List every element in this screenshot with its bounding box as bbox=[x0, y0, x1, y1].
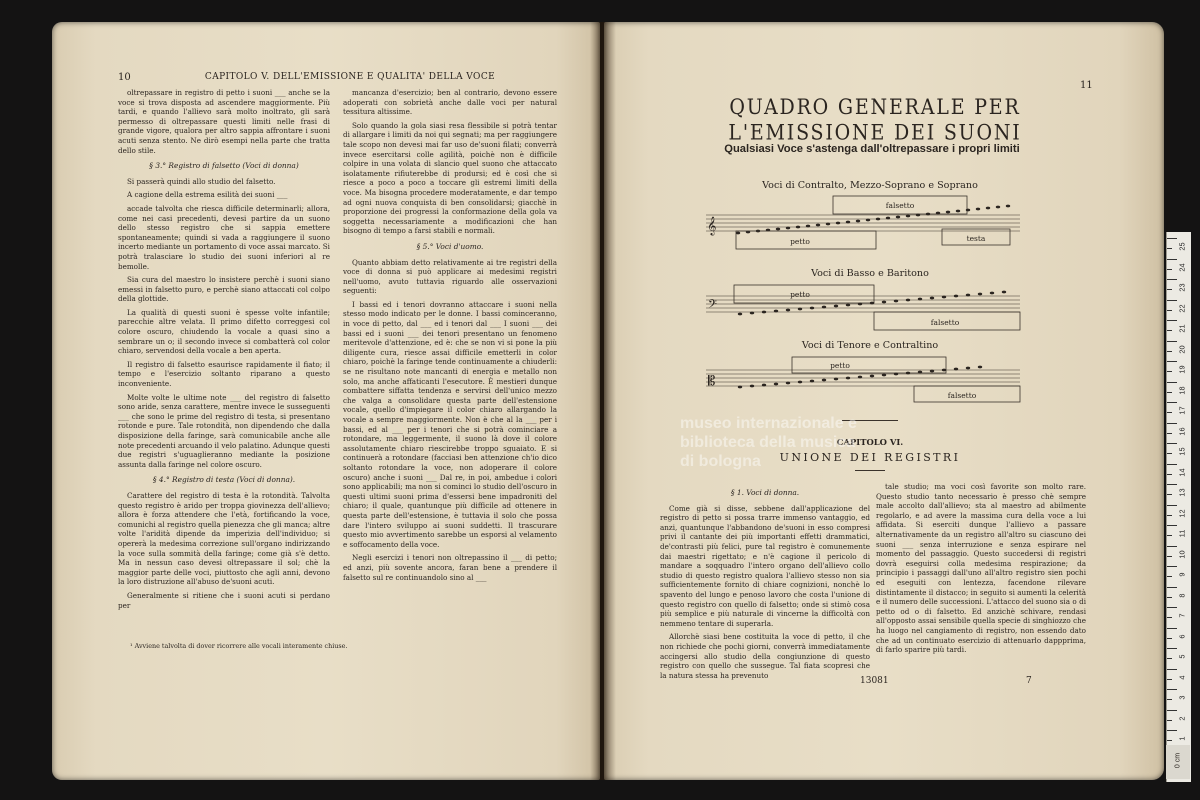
ruler-tick bbox=[1167, 433, 1172, 434]
ruler-tick bbox=[1167, 382, 1177, 383]
ruler-tick bbox=[1167, 371, 1172, 372]
ruler-tick bbox=[1167, 628, 1177, 629]
paragraph: mancanza d'esercizio; ben al contrario, devono essere adoperati con sobrietà anche dalle voci per natural tessitura altissime. bbox=[343, 88, 557, 117]
ruler-number: 2 bbox=[1177, 715, 1187, 721]
ruler-tick bbox=[1167, 607, 1177, 608]
paragraph: Quanto abbiam detto relativamente ai tre registri della voce di donna si può applicare ai medesimi registri nell'uomo, avuto tuttavia riguardo alle osservazioni seguenti: bbox=[343, 257, 557, 296]
ruler-number: 13 bbox=[1177, 488, 1187, 497]
ruler-tick bbox=[1167, 289, 1172, 290]
register-label: falsetto bbox=[885, 201, 915, 210]
register-label: petto bbox=[830, 361, 850, 370]
ruler-tick bbox=[1167, 392, 1172, 393]
right-column-2 bbox=[876, 482, 1086, 657]
ruler-tick bbox=[1167, 617, 1172, 618]
staff-lines bbox=[706, 296, 1020, 312]
paragraph: Generalmente si ritiene che i suoni acuti si perdano per bbox=[118, 590, 330, 610]
ruler-number: 14 bbox=[1177, 467, 1187, 477]
ruler-number: 6 bbox=[1177, 633, 1187, 639]
ruler-tick bbox=[1167, 720, 1172, 721]
paragraph: Si passerà quindi allo studio del falsetto. bbox=[127, 176, 276, 186]
ruler-tick bbox=[1167, 587, 1177, 588]
ruler-tick bbox=[1167, 556, 1172, 557]
paragraph: A cagione della estrema esilità dei suoni ___ bbox=[127, 190, 288, 200]
book-gutter bbox=[590, 22, 616, 780]
chapter-title: UNIONE DEI REGISTRI bbox=[779, 451, 961, 464]
plate-subtitle: Qualsiasi Voce s'astenga dall'oltrepassare i propri limiti bbox=[724, 143, 1020, 155]
ruler-tick bbox=[1167, 474, 1172, 475]
chapter-number: CAPITOLO VI. bbox=[836, 437, 904, 447]
register-label: falsetto bbox=[947, 391, 977, 400]
section-heading: § 5.° Voci d'uomo. bbox=[416, 241, 484, 251]
ruler-tick bbox=[1167, 259, 1177, 260]
signature-mark: 7 bbox=[1026, 676, 1032, 686]
ruler-tick bbox=[1167, 689, 1177, 690]
range-diagram-women bbox=[700, 193, 1030, 255]
paragraph: Molte volte le ultime note ___ del registro di falsetto sono aride, senza carattere, mentre invece le susseguenti ___ che sono le prime del registro di testa, si presentano rotonde e pure. Tale rotondità, non dipendendo che dalla disposizione della faringe, sarà comunicabile anche alle note precedenti arcuando il velo palatino. Adunque questi due registri s'uguaglieranno mediante la posizione assunta dalla faringe nel colore oscuro. bbox=[118, 392, 330, 469]
ruler-tick bbox=[1167, 699, 1172, 700]
ruler-tick bbox=[1167, 300, 1177, 301]
ruler-tick bbox=[1167, 351, 1172, 352]
petto-bracket bbox=[792, 357, 946, 373]
paragraph: Negli esercizi i tenori non oltrepassino il ___ di petto; ed anzi, più sovente ancora, faran bene a prendere il falsetto sul re continuandolo sino al ___ bbox=[343, 553, 557, 582]
ruler-number: 22 bbox=[1177, 303, 1187, 313]
voice-range-label: Voci di Contralto, Mezzo-Soprano e Soprano bbox=[762, 180, 978, 191]
paragraph: tale studio; ma voci così favorite son molto rare. Questo studio tanto necessario è presso chè sempre male accolto dall'allievo; sta al maestro ad abilmente regolarlo, e ad avere la massima cura della voce a lui affidata. Si eserciti dunque l'allievo a passare alternativamente da un registro all'altro su ciascuno dei suoni ___ senza interruzione e senza espirare nel momento del passaggio. Questo succedersi di registri dovrà eseguirsi colla medesima respirazione; da principio i passaggi dall'uno all'altro registro sien pochi ed eseguiti con lentezza, facendone rilevare distintamente il distacco; in seguito si aumenti la celerità e il numero delle successioni. L'attacco del suono sia o di petto od o di falsetto. Ed anzichè schivare, rendasi all'opposto assai sensibile quella specie di singhiozzo che ha luogo nel cangiamento di registro, non essendo dato che ad un continuato esercizio di attenuarlo dappprima, di farlo sparire più tardi. bbox=[876, 482, 1086, 655]
ruler-tick bbox=[1167, 505, 1177, 506]
paragraph: I bassi ed i tenori dovranno attaccare i suoni nella stesso modo indicato per le donne. I bassi cominceranno, in voce di petto, dal ___ ed i tenori dal ___ I suoni ___ dei bassi ed i suoni ___ dei tenori presentano un fenomeno meritevole d'attenzione, ed è: che se non vi si pone la più diligente cura, riesce assai difficile emetterli in color chiaro, poichè la faringe tende continuamente a chiuderli: se ne risultano note mancanti di energia e metallo non solo, ma anche affaticanti l'esecutore. È mestieri dunque combattere siffatta tendenza e servirsi dell'unico mezzo che valga a consolidare questa parte dell'estensione vocale, quello d'impiegare il color chiaro allargando la vocale a sempre maggiormente. Non è che al la ___ per i bassi, ed al ___ per i tenori che si potrà cominciare a rotondare, ma leggermente, il suono là dove il colore assolutamente chiaro riescirebbe troppo sguaiato. E si continuerà a rotondare (facciasi ben attenzione ch'io dico soltanto rotondare la voce, non adoperare il colore oscuro) anche i suoni ___ Dal re, in poi, ambedue i colori sono applicabili; ma non si cominci lo studio dell'oscuro in questi ultimi suoni prima d'essersi bene impadroniti del chiaro; il quale, quantunque più difficile ad ottenere in questa parte dell'estensione, è tuttavia il solo che possa dare l'intero sviluppo ai suoni suddetti. Il trascurare questo mio avvertimento sarebbe un esporsi al velamento e soffocamento della voce. bbox=[343, 299, 557, 549]
ruler-tick bbox=[1167, 238, 1177, 239]
range-diagram-bass bbox=[700, 282, 1030, 340]
ruler-number: 9 bbox=[1177, 572, 1187, 577]
paragraph: oltrepassare in registro di petto i suoni ___ anche se la voce si trova disposta ad ascendere maggiormente. Più tardi, e quando l'allievo sarà molto inoltrato, gli sarà permesso di oltrepassare questi limiti nelle frasi di grande vigore, qualora per altro sappia affrontare i suoni acuti senza stento. Ne dirò esempi nella parte che tratta dello stile. bbox=[118, 88, 330, 155]
ruler-tick bbox=[1167, 679, 1172, 680]
ruler-number: 7 bbox=[1177, 613, 1187, 618]
paragraph: accade talvolta che riesca difficile determinarli; allora, come nei casi precedenti, devesi partire da un suono dello stesso registro che si sappia emettere spontaneamente; quindi si vada a raggiungere il suono incerto mediante un portamento di voce assai marcato. Si potrà tralasciare lo studio dei suoni inferiori al re bemolle. bbox=[118, 203, 330, 271]
ruler-number: 20 bbox=[1177, 344, 1187, 354]
footnote: ¹ Avviene talvolta di dover ricorrere alle vocali interamente chiuse. bbox=[130, 642, 348, 650]
plate-title: QUADRO GENERALE PER L'EMISSIONE DEI SUONI bbox=[728, 94, 1022, 146]
paragraph: Carattere del registro di testa è la rotondità. Talvolta questo registro è arido per troppa giovinezza dell'allievo; allora è forza attendere che l'età, fortificando la voce, comunichi al registro quella pienezza che gli manca; altre volte l'aridità dipende da imperizia dell'individuo; si opererà la medesima correzione sull'organo indirizzando la voce sulla sommità della faringe; come già s'è detto. Ma in nessun caso devesi oltrepassare il sol; chè la maggior parte delle voci, piuttosto che agli anni, devono la loro distruzione all'abuso de'suoni acuti. bbox=[118, 490, 330, 587]
register-label: falsetto bbox=[930, 318, 960, 327]
paragraph: Il registro di falsetto esaurisce rapidamente il fiato; il tempo e l'esercizio soltanto riparano a questo inconveniente. bbox=[118, 359, 330, 389]
ruler-number: 8 bbox=[1177, 592, 1187, 598]
ruler-number: 17 bbox=[1177, 406, 1187, 415]
ruler-tick bbox=[1167, 269, 1172, 270]
ruler-tick bbox=[1167, 740, 1172, 741]
ruler-number: 3 bbox=[1177, 695, 1187, 700]
ruler-tick bbox=[1167, 330, 1172, 331]
paragraph: Come già si disse, sebbene dall'applicazione del registro di petto si possa trarre immenso vantaggio, ed anzi, quantunque l'abbandono de'suoni in esso compresi privi il cantante dei più importanti effetti drammatici, de'contrasti più felici, pure tal registro è comunemente dai maestri rigettato; e n'è cagione il pericolo di mandare a soqquadro l'intero organo dell'allievo collo studio di questo registro qualora l'allievo stesso non sia sufficientemente fornito di chiare cognizioni, nonchè lo spavento del lungo e penoso lavoro che costa l'unione di questo registro con quello di falsetto; onde si stimò cosa più semplice e più naturale di vincerne la difficoltà con nemmeno tentare di superarla. bbox=[660, 503, 870, 628]
left-page-number: 10 bbox=[118, 72, 131, 83]
paragraph: Allorchè siasi bene costituita la voce di petto, il che non richiede che pochi giorni, converrà immediatamente accingersi allo studio della congiunzione di questo registro con quello che sussegue. Tal fiata scopresi che la natura stessa ha prevenuto bbox=[660, 632, 870, 680]
range-diagram-tenor bbox=[700, 354, 1030, 412]
ruler-tick bbox=[1167, 658, 1172, 659]
ruler-tick bbox=[1167, 638, 1172, 639]
ruler-tick bbox=[1167, 576, 1172, 577]
ruler-number: 16 bbox=[1177, 426, 1187, 436]
ruler-tick bbox=[1167, 710, 1177, 711]
right-column-1 bbox=[660, 482, 870, 680]
register-label: petto bbox=[790, 237, 810, 246]
treble-clef-icon: 𝄞 bbox=[707, 216, 717, 235]
left-column-2 bbox=[343, 88, 557, 663]
paragraph: La qualità di questi suoni è spesse volte infantile; parecchie altre velata. Il primo difetto correggesi col colore oscuro, chiudendo la vocale a quasi sino a sembrare un o; il secondo invece si combatterà col color chiaro, servendosi della vocale a ben aperta. bbox=[118, 307, 330, 356]
plate-number: 13081 bbox=[860, 676, 889, 686]
register-label: petto bbox=[790, 290, 810, 299]
ruler-cap bbox=[1166, 745, 1190, 779]
tenor-clef-icon: 𝄡 bbox=[708, 374, 716, 389]
bass-clef-icon: 𝄢 bbox=[708, 298, 718, 314]
ruler-number: 18 bbox=[1177, 385, 1187, 395]
ruler-tick bbox=[1167, 566, 1177, 567]
ruler-tick bbox=[1167, 464, 1177, 465]
ruler-tick bbox=[1167, 484, 1177, 485]
note-heads bbox=[736, 205, 1010, 235]
voice-range-label: Voci di Tenore e Contraltino bbox=[801, 340, 939, 351]
measuring-ruler bbox=[1166, 232, 1191, 782]
ruler-number: 21 bbox=[1177, 324, 1187, 333]
ruler-number: 4 bbox=[1177, 674, 1187, 680]
ruler-tick bbox=[1167, 402, 1177, 403]
ruler-tick bbox=[1167, 248, 1172, 249]
ruler-number: 23 bbox=[1177, 283, 1187, 292]
ruler-number: 24 bbox=[1177, 262, 1187, 272]
running-head: CAPITOLO V. DELL'EMISSIONE E QUALITA' DELLA VOCE bbox=[204, 72, 496, 82]
ruler-number: 11 bbox=[1177, 529, 1187, 538]
ruler-number: 10 bbox=[1177, 549, 1187, 559]
ruler-tick bbox=[1167, 310, 1172, 311]
ruler-number: 25 bbox=[1177, 242, 1187, 251]
section-heading: § 3.° Registro di falsetto (Voci di donna) bbox=[149, 161, 299, 171]
ruler-tick bbox=[1167, 443, 1177, 444]
section-heading: § 1. Voci di donna. bbox=[730, 488, 800, 497]
ruler-tick bbox=[1167, 730, 1177, 731]
ruler-number: 1 bbox=[1177, 736, 1187, 741]
right-page-number: 11 bbox=[1080, 80, 1093, 91]
voice-range-label: Voci di Basso e Baritono bbox=[811, 268, 929, 279]
paragraph: Sia cura del maestro lo insistere perchè i suoni siano emessi in falsetto puro, e perchè siano attaccati col colpo della glottide. bbox=[118, 275, 330, 304]
ruler-number: 12 bbox=[1177, 508, 1187, 518]
ruler-number: 19 bbox=[1177, 365, 1187, 374]
library-watermark: museo internazionale e biblioteca della musica di bologna bbox=[680, 415, 857, 470]
ruler-tick bbox=[1167, 341, 1177, 342]
ruler-tick bbox=[1167, 525, 1177, 526]
left-column-1 bbox=[118, 88, 330, 633]
ruler-tick bbox=[1167, 648, 1177, 649]
ruler-tick bbox=[1167, 546, 1177, 547]
paragraph: Solo quando la gola siasi resa flessibile si potrà tentar di allargare i limiti da noi qui segnati; ma per raggiungere tale scopo non devesi mai far uso de'suoni filati; converrà invece esercitarsi colle agilità, poichè non è difficile colpire in una volata di slancio quel suono che attaccato isolatamente rifiuterebbe di prodursi; ed è così che si riesce a poco a poco a toccare gli estremi limiti della voce. Ma bisogna procedere moderatamente, e dar tempo ad ogni nuova conquista di ben consolidarsi; giacchè in proporzione dei progressi la conformazione della gola va soggetta necessariamente a modificazioni che han bisogno di tempo a farsi stabili e normali. bbox=[343, 120, 557, 236]
ruler-tick bbox=[1167, 494, 1172, 495]
ruler-tick bbox=[1167, 669, 1177, 670]
ruler-unit-label: 0 cm bbox=[1174, 752, 1182, 769]
ruler-tick bbox=[1167, 515, 1172, 516]
divider bbox=[842, 420, 898, 421]
ruler-tick bbox=[1167, 279, 1177, 280]
ruler-tick bbox=[1167, 412, 1172, 413]
note-heads bbox=[738, 366, 982, 389]
ruler-tick bbox=[1167, 453, 1172, 454]
ruler-tick bbox=[1167, 535, 1172, 536]
divider bbox=[855, 470, 885, 471]
section-heading: § 4.° Registro di testa (Voci di donna). bbox=[152, 475, 296, 485]
staff-lines bbox=[706, 370, 1020, 386]
register-label: testa bbox=[966, 234, 986, 243]
ruler-tick bbox=[1167, 597, 1172, 598]
ruler-number: 15 bbox=[1177, 447, 1187, 456]
ruler-tick bbox=[1167, 361, 1177, 362]
ruler-tick bbox=[1167, 423, 1177, 424]
ruler-tick bbox=[1167, 320, 1177, 321]
ruler-number: 5 bbox=[1177, 654, 1187, 659]
